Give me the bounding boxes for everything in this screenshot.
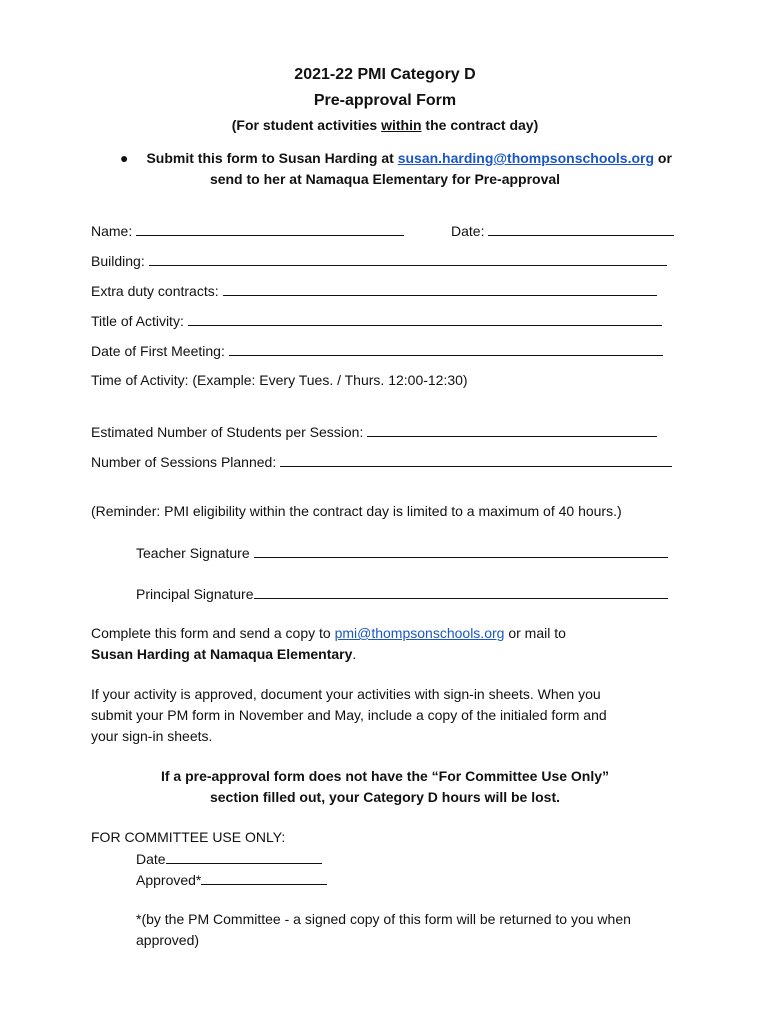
susan-email-link[interactable]: susan.harding@thompsonschools.org xyxy=(397,150,655,166)
extra-duty-label: Extra duty contracts: xyxy=(91,283,219,299)
complete-suffix: or mail to xyxy=(504,625,566,641)
first-meeting-blank[interactable] xyxy=(229,342,663,356)
principal-signature-field xyxy=(136,585,668,602)
name-blank[interactable] xyxy=(136,222,404,236)
title-activity-field xyxy=(91,312,662,329)
teacher-signature-label: Teacher Signature xyxy=(136,545,250,561)
committee-approved-label: Approved* xyxy=(136,872,202,888)
subtitle-prefix: (For student activities xyxy=(231,117,382,133)
students-field xyxy=(91,423,657,440)
approval-paragraph-line3: your sign-in sheets. xyxy=(91,728,213,744)
committee-date-blank[interactable] xyxy=(166,850,322,864)
date-label: Date: xyxy=(451,223,485,239)
approval-paragraph-line1: If your activity is approved, document your activities with sign-in sheets. When you xyxy=(91,686,601,702)
building-label: Building: xyxy=(91,253,145,269)
submit-prefix: Submit this form to Susan Harding at xyxy=(146,150,398,166)
extra-duty-field xyxy=(91,282,657,299)
bullet-icon: ● xyxy=(120,150,129,166)
committee-approved-field xyxy=(136,871,327,888)
sessions-field xyxy=(91,453,672,470)
date-field xyxy=(451,222,674,239)
committee-date-label: Date xyxy=(136,851,166,867)
warning-line1: If a pre-approval form does not have the “For Committee Use Only” xyxy=(160,768,610,784)
time-activity-field xyxy=(91,372,468,388)
title-activity-blank[interactable] xyxy=(188,312,662,326)
committee-heading: FOR COMMITTEE USE ONLY: xyxy=(91,829,286,845)
submit-instructions xyxy=(120,150,672,166)
time-activity-label: Time of Activity: (Example: Every Tues. / Thurs. 12:00-12:30) xyxy=(91,372,468,388)
committee-note-line1: *(by the PM Committee - a signed copy of this form will be returned to you when xyxy=(136,911,631,927)
form-title-line2: Pre-approval Form xyxy=(313,92,457,109)
students-blank[interactable] xyxy=(367,423,657,437)
principal-signature-blank[interactable] xyxy=(254,585,668,599)
first-meeting-field xyxy=(91,342,663,359)
committee-date-field xyxy=(136,850,322,867)
submit-instructions-line2: send to her at Namaqua Elementary for Pre-approval xyxy=(209,171,561,187)
sessions-blank[interactable] xyxy=(280,453,672,467)
name-label: Name: xyxy=(91,223,133,239)
complete-prefix: Complete this form and send a copy to xyxy=(91,625,335,641)
committee-approved-blank[interactable] xyxy=(201,871,327,885)
committee-note-line2: approved) xyxy=(136,932,200,948)
extra-duty-blank[interactable] xyxy=(223,282,657,296)
principal-signature-label: Principal Signature xyxy=(136,586,254,602)
subtitle-emphasis: within xyxy=(381,117,422,133)
building-field xyxy=(91,252,667,269)
warning-line2: section filled out, your Category D hours will be lost. xyxy=(209,789,561,805)
form-title: 2021-22 PMI Category D xyxy=(294,66,476,83)
submit-suffix: or xyxy=(654,150,672,166)
name-field xyxy=(91,222,404,239)
complete-instructions xyxy=(91,625,566,641)
teacher-signature-field xyxy=(136,544,668,561)
form-subtitle xyxy=(0,117,770,133)
approval-paragraph-line2: submit your PM form in November and May, include a copy of the initialed form and xyxy=(91,707,607,723)
students-label: Estimated Number of Students per Session: xyxy=(91,424,364,440)
reminder-text: (Reminder: PMI eligibility within the contract day is limited to a maximum of 40 hours.) xyxy=(91,503,622,519)
pmi-email-link[interactable]: pmi@thompsonschools.org xyxy=(334,625,505,641)
teacher-signature-blank[interactable] xyxy=(254,544,668,558)
mail-recipient-period: . xyxy=(352,646,357,662)
complete-instructions-line2 xyxy=(91,646,356,662)
title-activity-label: Title of Activity: xyxy=(91,313,184,329)
subtitle-suffix: the contract day) xyxy=(421,117,539,133)
building-blank[interactable] xyxy=(149,252,667,266)
first-meeting-label: Date of First Meeting: xyxy=(91,343,225,359)
date-blank[interactable] xyxy=(488,222,674,236)
sessions-label: Number of Sessions Planned: xyxy=(91,454,277,470)
mail-recipient: Susan Harding at Namaqua Elementary xyxy=(91,646,353,662)
